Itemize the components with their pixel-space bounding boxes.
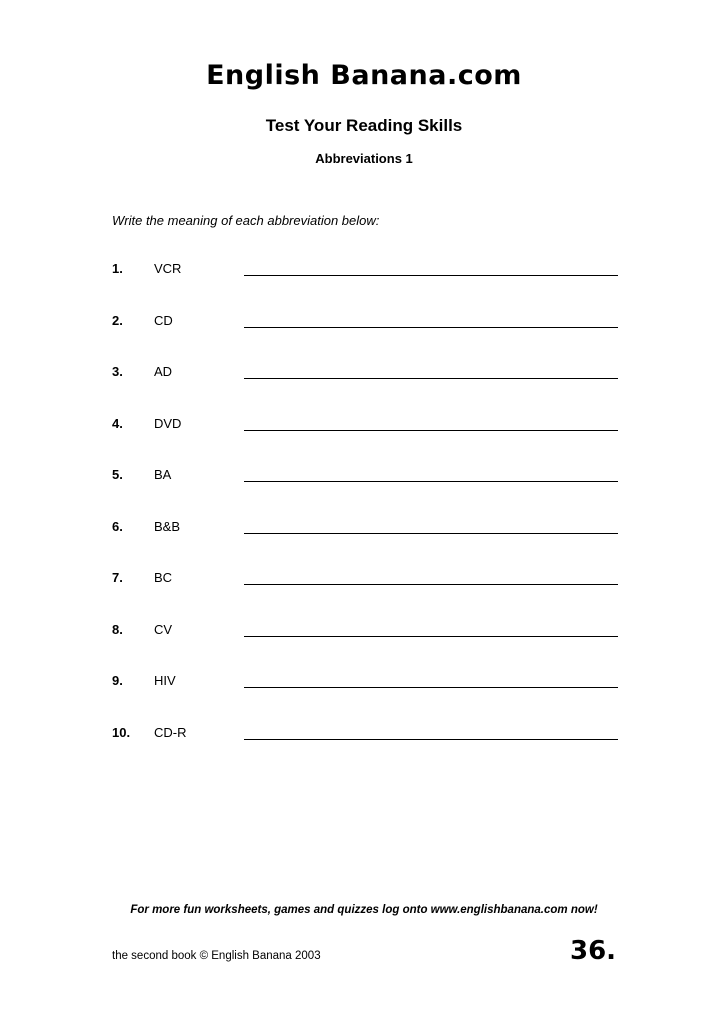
question-row [112,467,618,519]
question-abbreviation: BA [154,467,172,482]
question-number: 5. [112,467,123,482]
answer-line[interactable] [244,481,618,482]
question-row [112,416,618,468]
question-number: 7. [112,570,123,585]
answer-line[interactable] [244,584,618,585]
question-number: 6. [112,518,123,534]
answer-line[interactable] [244,430,618,431]
answer-line[interactable] [244,687,618,688]
page-subtitle: Abbreviations 1 [315,151,413,166]
question-abbreviation: HIV [154,673,176,688]
question-number: 2. [112,312,123,328]
question-abbreviation: CV [154,621,173,637]
answer-line[interactable] [244,739,618,740]
page-title: Test Your Reading Skills [265,116,463,135]
answer-line[interactable] [244,636,618,637]
question-abbreviation: AD [154,364,173,379]
question-row [112,570,618,622]
question-row [112,725,618,777]
question-row [112,622,618,674]
site-logo: English Banana.com [206,60,522,91]
instruction-text: Write the meaning of each abbreviation below: [112,213,380,228]
question-row [112,519,618,571]
question-abbreviation: DVD [154,415,182,431]
question-number: 9. [112,673,123,688]
promo-text: For more fun worksheets, games and quizzes log onto www.englishbanana.com now! [130,904,598,916]
question-abbreviation: B&B [154,518,181,534]
question-number: 10. [112,724,131,740]
page-number: 36. [570,936,617,966]
question-abbreviation: CD-R [154,724,187,740]
question-row [112,261,618,313]
question-number: 3. [112,364,123,379]
question-abbreviation: CD [154,312,173,328]
answer-line[interactable] [244,533,618,534]
question-row [112,313,618,365]
question-list [112,261,618,776]
answer-line[interactable] [244,378,618,379]
question-row [112,673,618,725]
question-abbreviation: BC [154,570,173,585]
answer-line[interactable] [244,327,618,328]
question-abbreviation: VCR [154,261,182,276]
footer-credit: the second book © English Banana 2003 [112,950,321,962]
answer-line[interactable] [244,275,618,276]
question-number: 4. [112,415,123,431]
question-number: 8. [112,621,123,637]
question-number: 1. [112,261,123,276]
question-row [112,364,618,416]
